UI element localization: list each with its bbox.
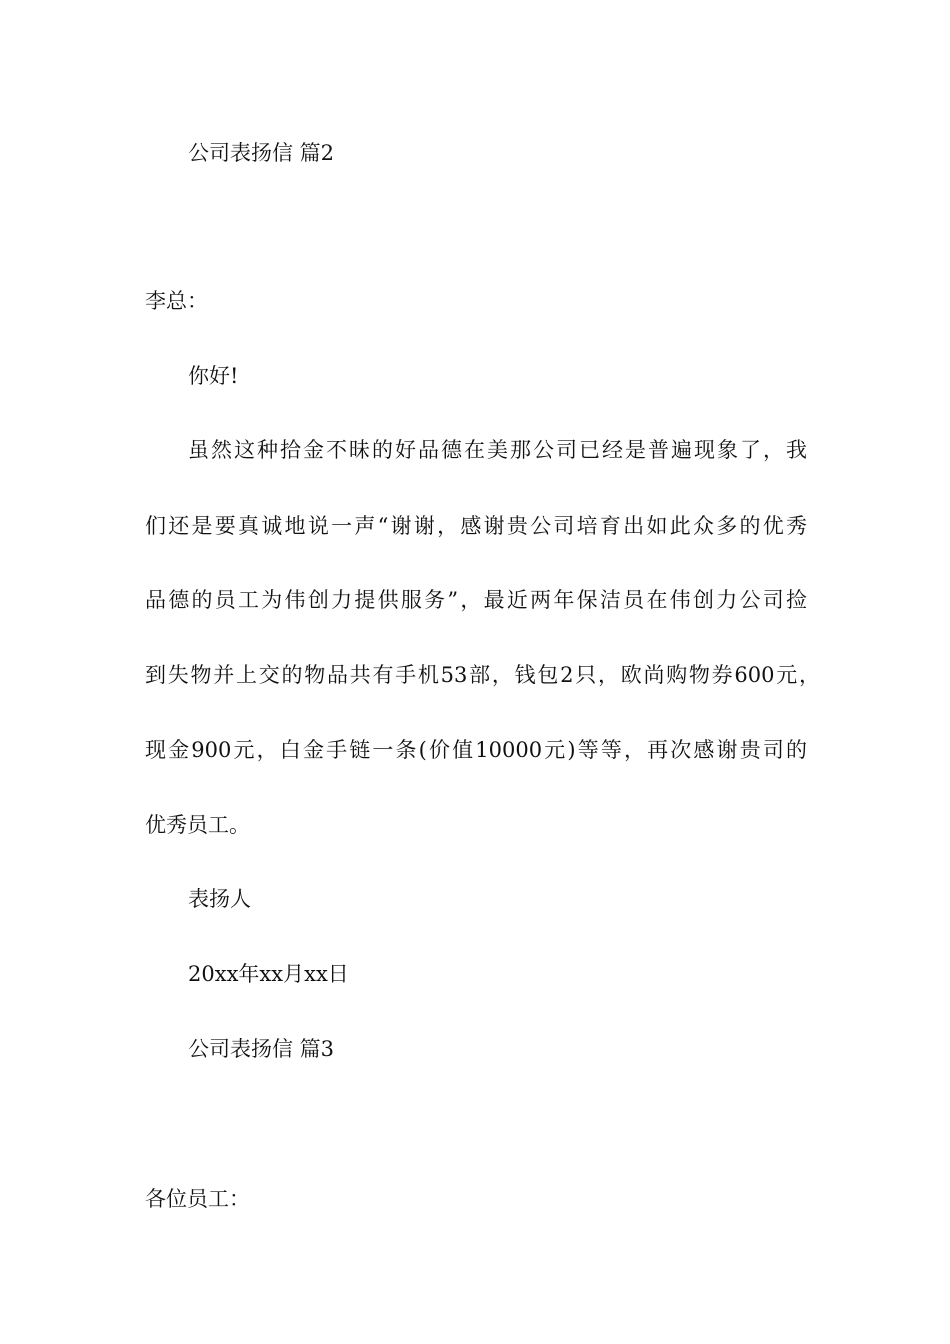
section-heading-2: 公司表扬信 篇2 [188,141,335,165]
signature: 表扬人 [188,887,251,911]
body-line-2: 们还是要真诚地说一声“谢谢，感谢贵公司培育出如此众多的优秀 [145,514,807,538]
section-heading-3: 公司表扬信 篇3 [188,1037,335,1061]
body-line-4: 到失物并上交的物品共有手机53部，钱包2只，欧尚购物券600元， [145,663,820,687]
salutation-all-staff: 各位员工： [145,1187,250,1211]
body-line-5: 现金900元，白金手链一条(价值10000元)等等，再次感谢贵司的 [145,738,807,762]
greeting: 你好! [188,364,239,388]
body-line-3: 品德的员工为伟创力提供服务”，最近两年保洁员在伟创力公司捡 [145,588,807,612]
body-line-6: 优秀员工。 [145,813,250,837]
salutation-li-zong: 李总： [145,289,208,313]
body-line-1: 虽然这种拾金不昧的好品德在美那公司已经是普遍现象了，我 [188,438,807,462]
date: 20xx年xx月xx日 [188,962,349,986]
